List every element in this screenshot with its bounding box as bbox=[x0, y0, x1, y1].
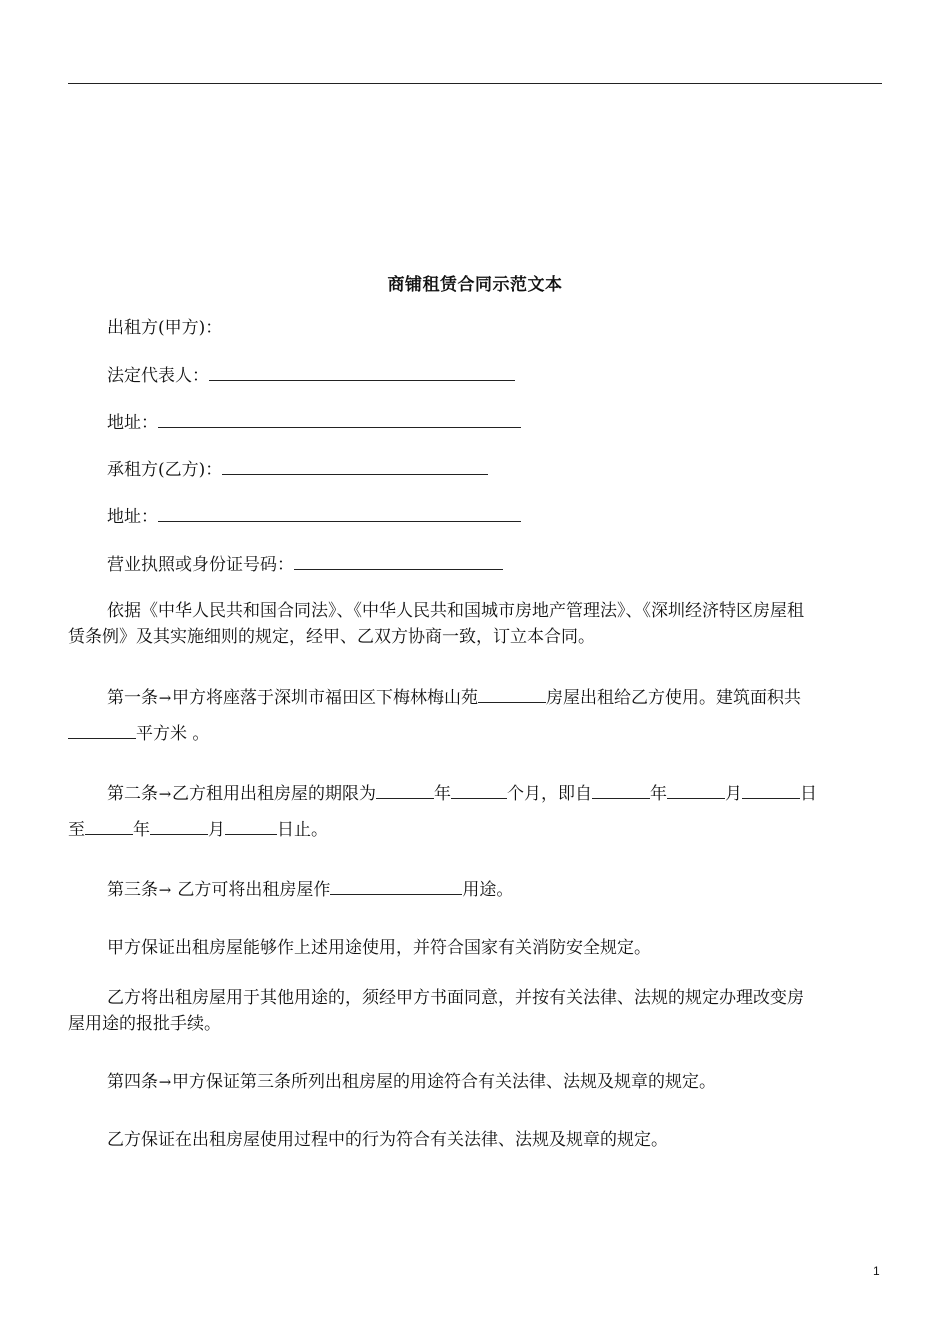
representative-blank[interactable] bbox=[209, 366, 515, 381]
end-month-label: 月 bbox=[208, 820, 225, 840]
article-4-text-a: 甲方保证第三条所列出租房屋的用途符合有关法律、法规及规章的规定。 bbox=[172, 1072, 716, 1092]
address-a-line bbox=[107, 413, 521, 433]
article-1-line-1 bbox=[107, 688, 801, 708]
article-3-text-b: 用途。 bbox=[462, 880, 514, 900]
address-b-label: 地址： bbox=[107, 507, 158, 527]
article-4-number: 第四条 bbox=[107, 1072, 158, 1092]
end-day-label: 日止。 bbox=[277, 820, 328, 840]
address-b-line bbox=[107, 507, 521, 527]
start-month-label: 月 bbox=[725, 784, 742, 804]
party-b-line bbox=[107, 460, 488, 480]
article-2-line-2 bbox=[68, 820, 328, 840]
license-blank[interactable] bbox=[294, 555, 503, 570]
article-1-area-blank[interactable] bbox=[68, 724, 136, 739]
end-year-blank[interactable] bbox=[85, 820, 133, 835]
article-1-text-b: 房屋出租给乙方使用。建筑面积共 bbox=[546, 688, 801, 708]
party-a-line bbox=[107, 318, 222, 338]
start-day-blank[interactable] bbox=[742, 784, 800, 799]
party-b-blank[interactable] bbox=[222, 460, 488, 475]
article-2-line-1 bbox=[107, 784, 817, 804]
license-label: 营业执照或身份证号码： bbox=[107, 555, 294, 575]
article-1-number: 第一条 bbox=[107, 688, 158, 708]
start-day-label: 日 bbox=[800, 784, 817, 804]
document-title: 商铺租赁合同示范文本 bbox=[387, 275, 563, 295]
article-3-para-2: 甲方保证出租房屋能够作上述用途使用，并符合国家有关消防安全规定。 bbox=[107, 938, 651, 958]
start-month-blank[interactable] bbox=[667, 784, 725, 799]
tab-arrow-icon: → bbox=[158, 881, 172, 899]
article-3-para-3-line-2: 屋用途的报批手续。 bbox=[68, 1014, 221, 1034]
months-label: 个月，即自 bbox=[507, 784, 592, 804]
article-3-text-a: 乙方可将出租房屋作 bbox=[172, 880, 331, 900]
year-label: 年 bbox=[434, 784, 451, 804]
term-months-blank[interactable] bbox=[451, 784, 507, 799]
end-year-label: 年 bbox=[133, 820, 150, 840]
representative-line bbox=[107, 366, 515, 386]
tab-arrow-icon: → bbox=[158, 689, 172, 707]
to-label: 至 bbox=[68, 820, 85, 840]
end-day-blank[interactable] bbox=[225, 820, 277, 835]
article-2-number: 第二条 bbox=[107, 784, 158, 804]
header-rule bbox=[68, 83, 882, 84]
article-1-unit-blank[interactable] bbox=[478, 688, 546, 703]
tab-arrow-icon: → bbox=[158, 785, 172, 803]
address-a-label: 地址： bbox=[107, 413, 158, 433]
article-3-number: 第三条 bbox=[107, 880, 158, 900]
preamble-line-2: 赁条例》及其实施细则的规定，经甲、乙双方协商一致，订立本合同。 bbox=[68, 627, 595, 647]
party-a-label: 出租方(甲方)： bbox=[107, 318, 223, 338]
start-year-label: 年 bbox=[650, 784, 667, 804]
article-1-text-a: 甲方将座落于深圳市福田区下梅林梅山苑 bbox=[172, 688, 478, 708]
party-b-label: 承租方(乙方)： bbox=[107, 460, 223, 480]
address-b-blank[interactable] bbox=[158, 507, 521, 522]
term-years-blank[interactable] bbox=[376, 784, 434, 799]
article-2-text-a: 乙方租用出租房屋的期限为 bbox=[172, 784, 376, 804]
article-4-line-1 bbox=[107, 1072, 716, 1092]
article-1-line-2 bbox=[68, 724, 209, 744]
tab-arrow-icon: → bbox=[158, 1073, 172, 1091]
address-a-blank[interactable] bbox=[158, 413, 521, 428]
representative-label: 法定代表人： bbox=[107, 366, 209, 386]
license-line bbox=[107, 555, 503, 575]
end-month-blank[interactable] bbox=[150, 820, 208, 835]
article-3-line-1 bbox=[107, 880, 513, 900]
preamble-line-1: 依据《中华人民共和国合同法》、《中华人民共和国城市房地产管理法》、《深圳经济特区房屋租 bbox=[107, 601, 804, 621]
article-4-para-2: 乙方保证在出租房屋使用过程中的行为符合有关法律、法规及规章的规定。 bbox=[107, 1130, 668, 1150]
start-year-blank[interactable] bbox=[592, 784, 650, 799]
article-3-para-3-line-1: 乙方将出租房屋用于其他用途的，须经甲方书面同意，并按有关法律、法规的规定办理改变房 bbox=[107, 988, 804, 1008]
article-1-text-c: 平方米 。 bbox=[136, 724, 210, 744]
page-number: 1 bbox=[873, 1264, 880, 1278]
usage-blank[interactable] bbox=[330, 880, 462, 895]
